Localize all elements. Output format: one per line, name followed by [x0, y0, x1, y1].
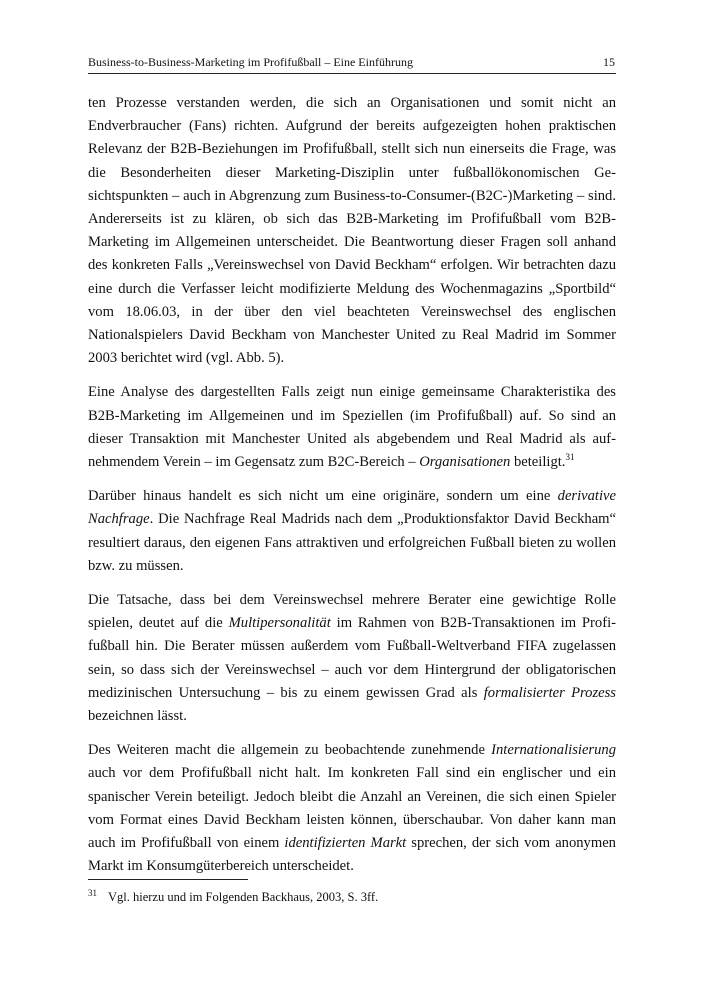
body-text — [88, 92, 616, 890]
paragraph-3-text-b: . Die Nachfrage Real Madrids nach dem „Produktionsfaktor David Beckham“ resultiert daraus, den eigenen Fans attraktiven und erfolgreichen Fußball bieten zu wollen bzw. zu müssen. — [88, 511, 616, 574]
footnote-text: Vgl. hierzu und im Folgenden Backhaus, 2003, S. 3ff. — [108, 890, 379, 904]
paragraph-1 — [88, 92, 616, 370]
paragraph-2-text-a: Eine Analyse des dargestellten Falls zeigt nun einige gemeinsame Charakteristika des B2B-Marketing im Allgemeinen und im Speziellen (im Profifußball) auf. So sind an dieser Transaktion mit Manchester United als abgebendem und Real Madrid als aufnehmendem Verein – im Gegensatz zum B2C-Bereich – — [88, 384, 616, 471]
paragraph-5 — [88, 739, 616, 878]
paragraph-5-text-a: Des Weiteren macht die allgemein zu beobachtende zunehmende — [88, 742, 492, 759]
paragraph-5-emphasis-1: Internationalisierung — [491, 742, 616, 759]
paragraph-4-text-a: Die Tatsache, dass bei dem Vereinswechsel mehrere Berater eine gewichtige Rolle spielen, deutet auf die — [88, 592, 616, 632]
paragraph-1-text: ten Prozesse verstanden werden, die sich an Organisationen und somit nicht an Endverbraucher (Fans) richten. Aufgrund der bereits aufgezeigten hohen praktischen Relevanz der B2B-Beziehungen im Profifußball, stellt sich nun einerseits die Frage, was die Besonderheiten dieser Marketing-Disziplin unter fußballökonomischen Gesichtspunkten – auch in Abgrenzung zum Business-to-Consumer-(B2C-)Marketing – sind. Andererseits ist zu klären, ob sich das B2B-Marketing im Profifußball vom B2B-Marketing im Allgemeinen unterscheidet. Die Beantwortung dieser Fragen soll anhand des konkreten Falls „Vereinswechsel von David Beckham“ erfolgen. Wir betrachten dazu eine durch die Verfasser leicht modifizierte Meldung des Wochenmagazins „Sportbild“ vom 18.06.03, in der über den viel beachteten Vereinswechsel des englischen Nationalspielers David Beckham von Manchester United zu Real Madrid im Sommer 2003 berichtet wird (vgl. Abb. 5). — [88, 95, 616, 367]
paragraph-2-text-b: beteiligt. — [510, 454, 566, 471]
paragraph-2 — [88, 381, 616, 474]
paragraph-3-emphasis: derivative Nachfrage — [88, 488, 616, 528]
footnote-number: 31 — [88, 888, 97, 898]
paragraph-3-text-a: Darüber hinaus handelt es sich nicht um eine originäre, sondern um eine — [88, 488, 558, 505]
paragraph-2-emphasis: Organisationen — [419, 454, 511, 471]
paragraph-3 — [88, 485, 616, 578]
header-divider — [88, 73, 616, 74]
paragraph-4-emphasis-1: Multipersonalität — [228, 615, 331, 632]
footnote-reference[interactable]: 31 — [565, 452, 575, 463]
paragraph-5-text-c: sprechen, der sich vom anonymen Markt im Konsumgüterbereich unterscheidet. — [88, 835, 616, 875]
page-number: 15 — [603, 55, 615, 69]
paragraph-4-text-b: im Rahmen von B2B-Transaktionen im Profifußball hin. Die Berater müssen außerdem vom Fußball-Weltverband FIFA zugelassen sein, so dass sich der Vereinswechsel – auch vor dem Hintergrund der obligatorischen medizinischen Untersuchung – bis zu einem gewissen Grad als — [88, 615, 616, 701]
paragraph-4-text-c: bezeichnen lässt. — [88, 708, 187, 725]
paragraph-5-text-b: auch vor dem Profifußball nicht halt. Im konkreten Fall sind ein englischer und ein spanischer Verein beteiligt. Jedoch bleibt die Anzahl an Vereinen, die sich einen Spieler vom Format eines David Beckham leisten können, überschaubar. Von daher kann man auch im Profifußball von einem — [88, 765, 616, 852]
footnote-divider — [88, 879, 248, 880]
paragraph-4 — [88, 589, 616, 728]
running-header-title: Business-to-Business-Marketing im Profifußball – Eine Einführung — [88, 55, 413, 69]
paragraph-5-emphasis-2: identifizierten Markt — [284, 835, 407, 852]
paragraph-4-emphasis-2: formalisierter Prozess — [483, 684, 616, 701]
